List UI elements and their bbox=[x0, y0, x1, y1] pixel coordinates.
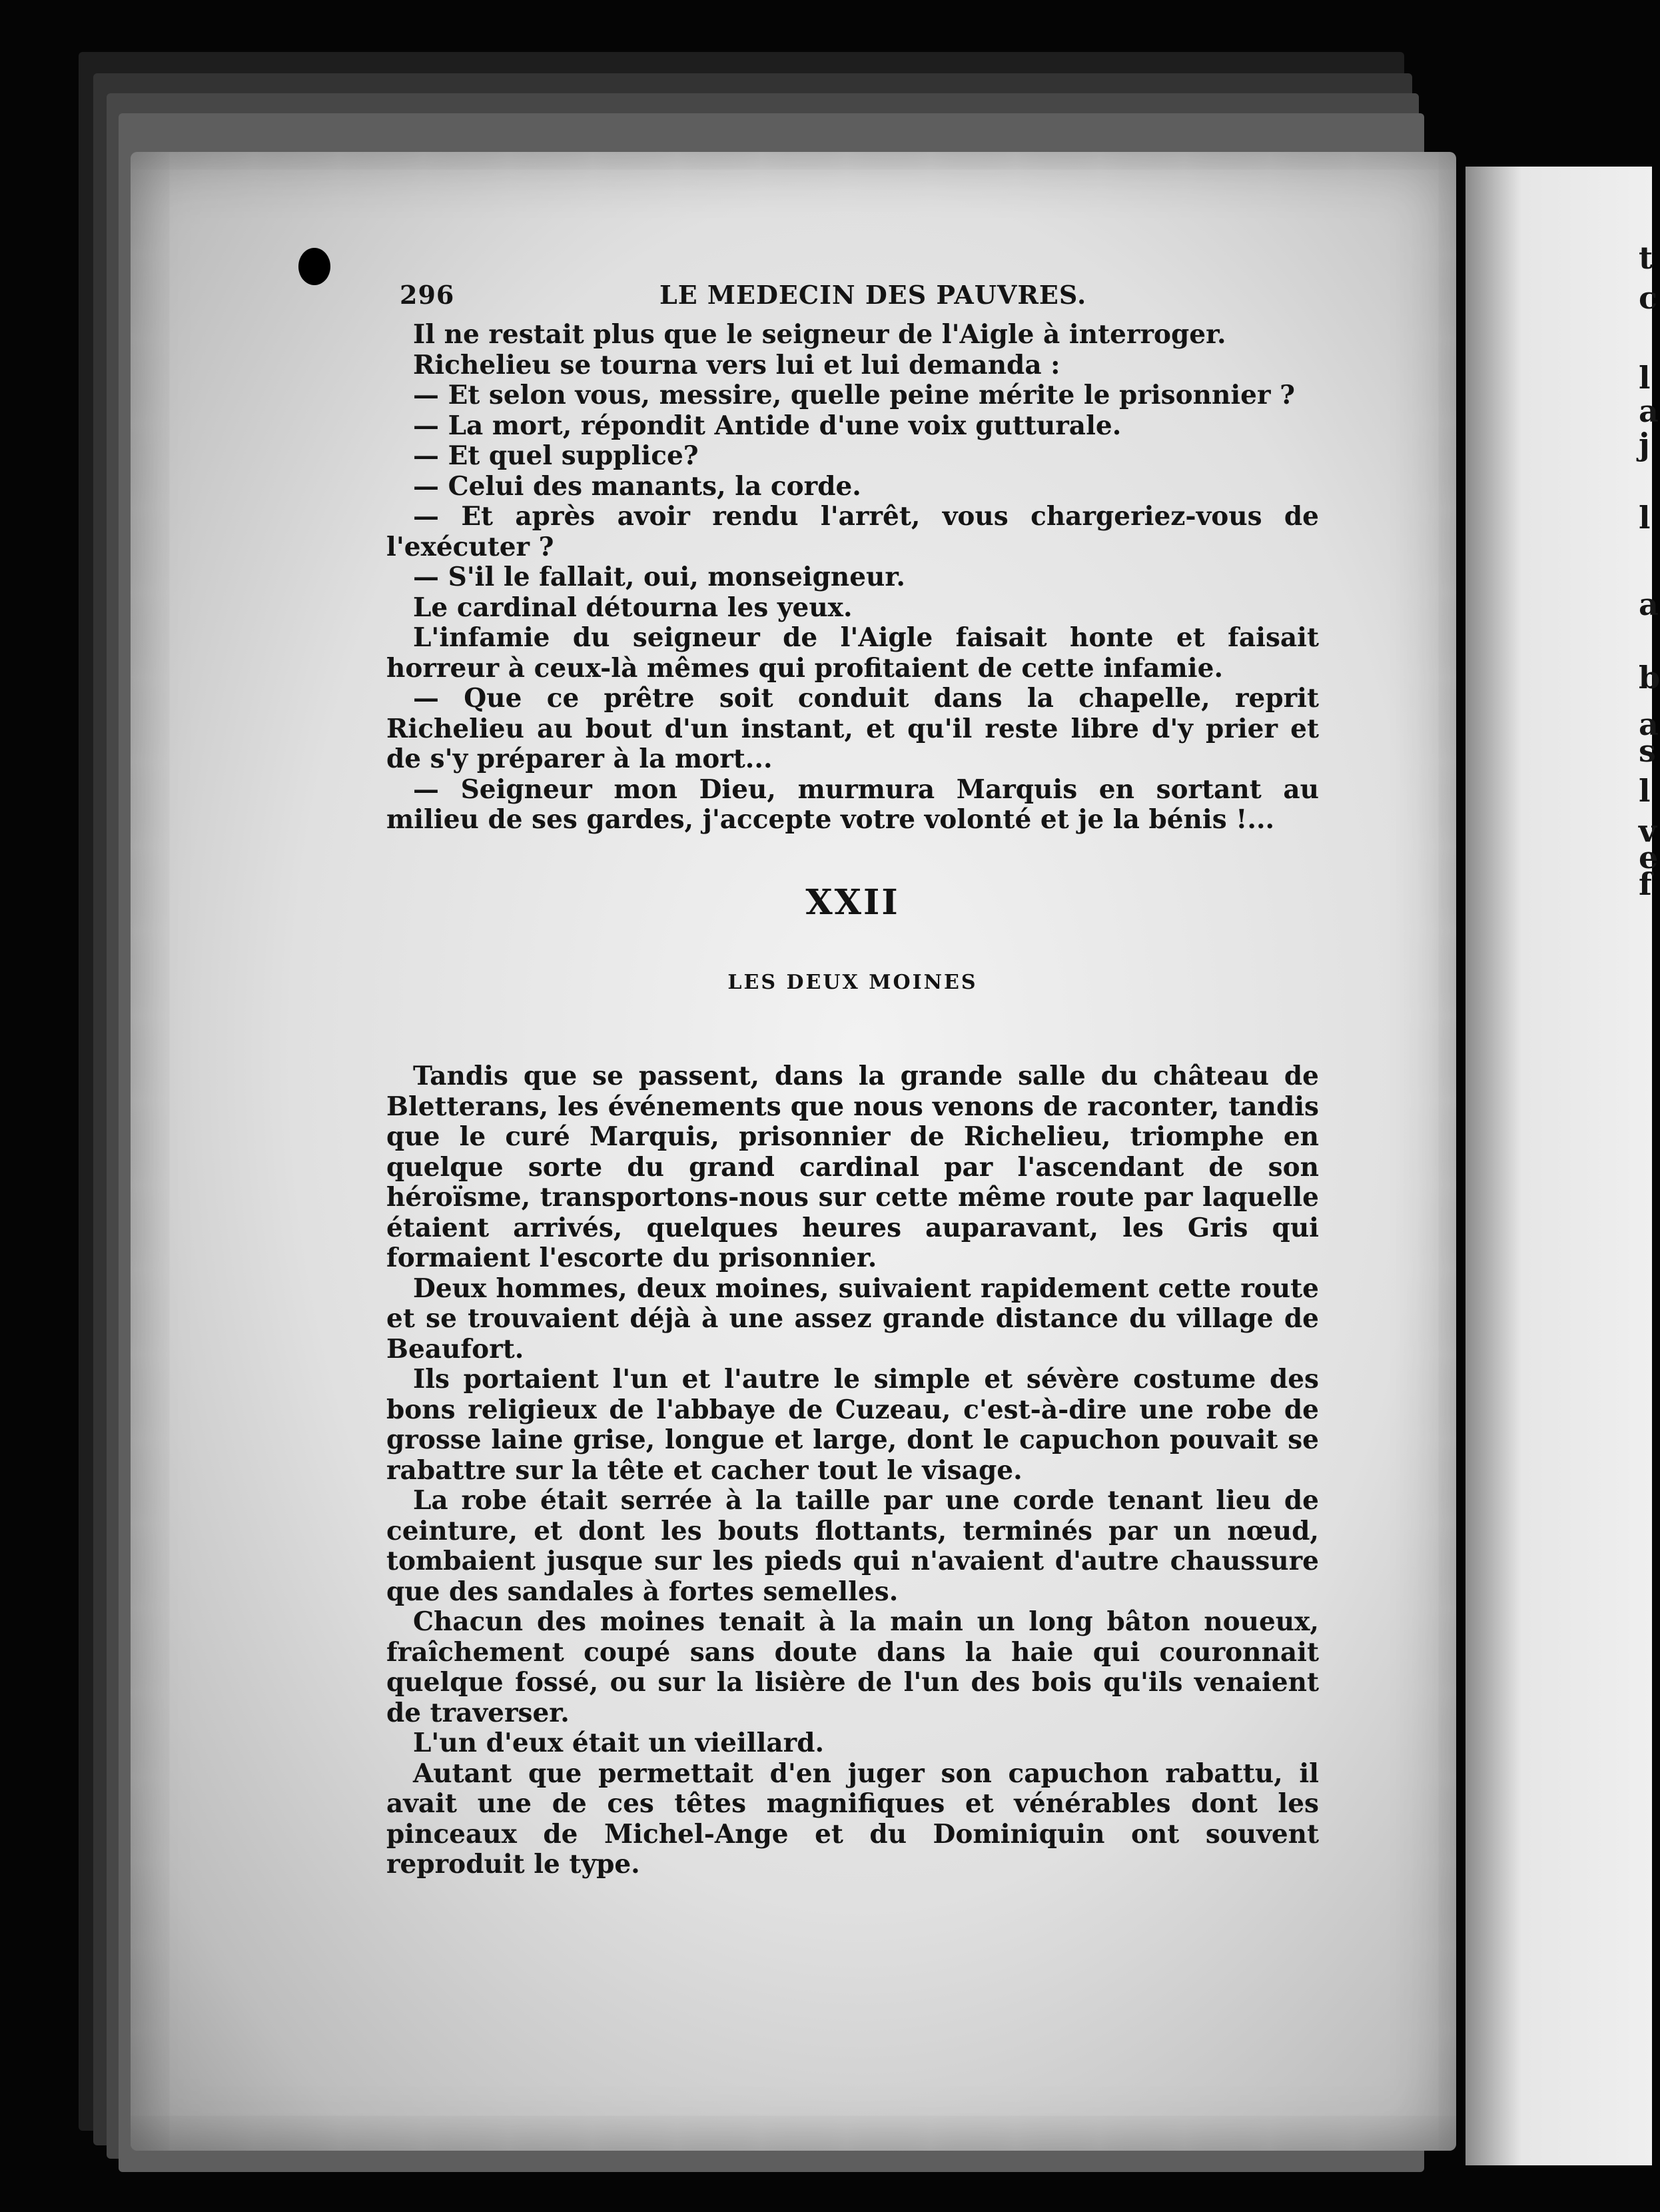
section-one bbox=[386, 320, 1319, 835]
facing-page-fragment: b bbox=[1639, 660, 1660, 696]
facing-page-fragment: l bbox=[1639, 360, 1651, 396]
dialogue-line: — Et après avoir rendu l'arrêt, vous chargeriez-vous de l'exécuter ? bbox=[386, 501, 1319, 562]
facing-page-fragment: e bbox=[1639, 839, 1659, 875]
dialogue-line: — La mort, répondit Antide d'une voix gutturale. bbox=[413, 410, 1122, 441]
running-head bbox=[386, 280, 1319, 320]
binding-hole bbox=[298, 248, 330, 285]
paragraph: Chacun des moines tenait à la main un long bâton noueux, fraîchement coupé sans doute dans la haie qui couronnait quelque fossé, ou sur la lisière de l'un des bois qu'ils venaient de traverser. bbox=[386, 1606, 1319, 1728]
facing-page-fragment: a bbox=[1639, 706, 1659, 742]
dialogue-line: — Que ce prêtre soit conduit dans la chapelle, reprit Richelieu au bout d'un instant, et qu'il reste libre d'y prier et de s'y préparer à la mort... bbox=[386, 683, 1319, 774]
dialogue-line: — S'il le fallait, oui, monseigneur. bbox=[413, 562, 905, 592]
paragraph: Ils portaient l'un et l'autre le simple et sévère costume des bons religieux de l'abbaye de Cuzeau, c'est-à-dire une robe de grosse laine grise, longue et large, dont le capuchon pouvait se rabattre sur la tête et cacher tout le visage. bbox=[386, 1364, 1319, 1486]
page-number: 296 bbox=[400, 280, 455, 310]
dialogue-line: — Celui des manants, la corde. bbox=[413, 470, 861, 502]
facing-page-fragment: f bbox=[1639, 866, 1652, 902]
paragraph: Le cardinal détourna les yeux. bbox=[413, 592, 853, 623]
dialogue-line: — Et selon vous, messire, quelle peine mérite le prisonnier ? bbox=[413, 380, 1295, 410]
paragraph: L'un d'eux était un vieillard. bbox=[413, 1728, 825, 1758]
chapter-title: LES DEUX MOINES bbox=[727, 970, 978, 994]
page-content bbox=[386, 280, 1319, 1880]
facing-page-fragment: j bbox=[1639, 426, 1650, 462]
facing-page-fragment: t bbox=[1639, 240, 1653, 276]
dialogue-line: — Seigneur mon Dieu, murmura Marquis en sortant au milieu de ses gardes, j'accepte votre volonté et je la bénis !... bbox=[386, 774, 1319, 835]
paragraph: La robe était serrée à la taille par une corde tenant lieu de ceinture, et dont les bouts flottants, terminés par un nœud, tombaient jusque sur les pieds qui n'avaient d'autre chaussure que des sandales à fortes semelles. bbox=[386, 1485, 1319, 1607]
chapter-number: XXII bbox=[805, 881, 900, 923]
facing-page-fragment: c bbox=[1639, 280, 1658, 316]
paragraph: Deux hommes, deux moines, suivaient rapidement cette route et se trouvaient déjà à une assez grande distance du village de Beaufort. bbox=[386, 1273, 1319, 1365]
facing-page-edge bbox=[1465, 167, 1660, 2165]
facing-page-fragment: a bbox=[1639, 586, 1659, 622]
paragraph: Richelieu se tourna vers lui et lui demanda : bbox=[413, 349, 1060, 380]
facing-page-fragment: l bbox=[1639, 500, 1651, 536]
facing-page-fragment: l bbox=[1639, 773, 1651, 809]
paragraph: Tandis que se passent, dans la grande salle du château de Bletterans, les événements que nous venons de raconter, tandis que le curé Marquis, prisonnier de Richelieu, triomphe en quelque sorte du grand cardinal par l'ascendant de son héroïsme, transportons-nous sur cette même route par laquelle étaient arrivés, quelques heures auparavant, les Gris qui formaient l'escorte du prisonnier. bbox=[386, 1061, 1319, 1273]
paragraph: Il ne restait plus que le seigneur de l'Aigle à interroger. bbox=[413, 319, 1226, 350]
paragraph: L'infamie du seigneur de l'Aigle faisait honte et faisait horreur à ceux-là mêmes qui profitaient de cette infamie. bbox=[386, 622, 1319, 684]
dialogue-line: — Et quel supplice? bbox=[413, 440, 699, 471]
facing-page-fragment: a bbox=[1639, 393, 1659, 429]
facing-page-fragment: v bbox=[1639, 813, 1657, 849]
paragraph: Autant que permettait d'en juger son capuchon rabattu, il avait une de ces têtes magnifiques et vénérables dont les pinceaux de Michel-Ange et du Dominiquin ont souvent reproduit le type. bbox=[386, 1758, 1319, 1880]
facing-page-fragment: s bbox=[1639, 733, 1656, 769]
running-title: LE MEDECIN DES PAUVRES. bbox=[659, 280, 1087, 310]
section-two bbox=[386, 1061, 1319, 1880]
